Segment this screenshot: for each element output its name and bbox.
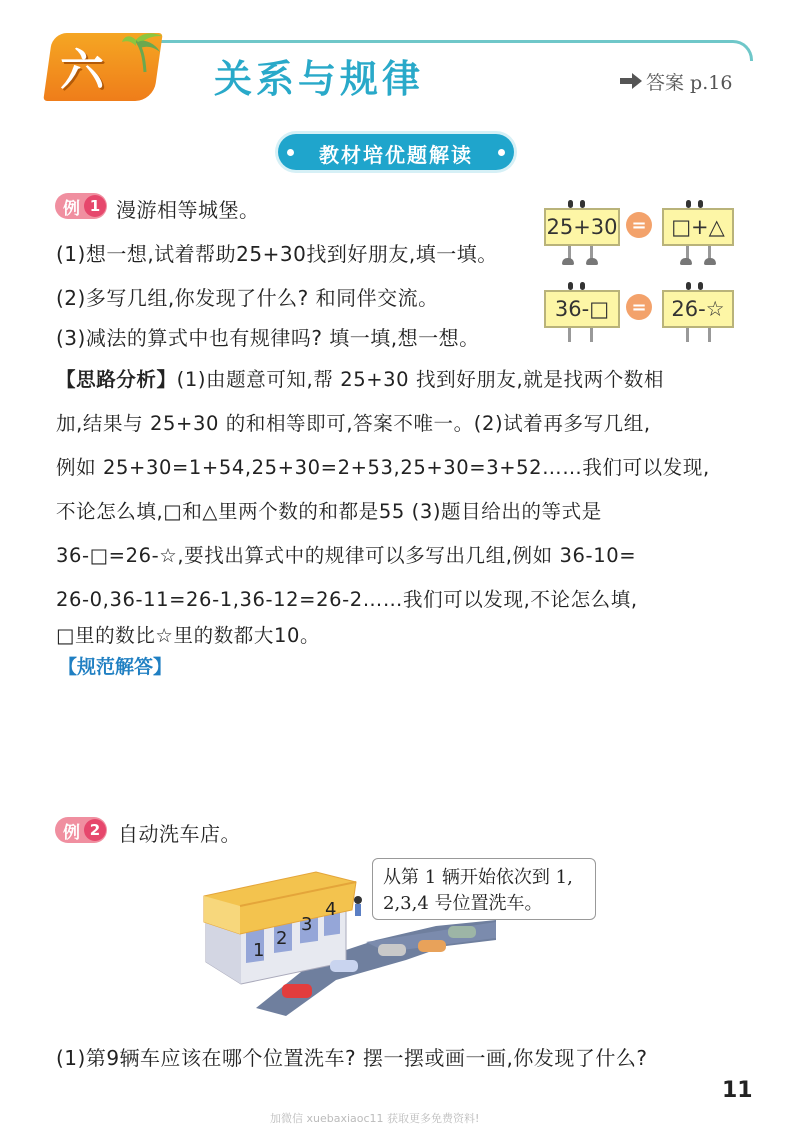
analysis-text: (1)由题意可知,帮 25+30 找到好朋友,就是找两个数相 bbox=[176, 368, 664, 391]
bubble-line-2: 2,3,4 号位置洗车。 bbox=[383, 893, 543, 914]
example-badge-label: 例 bbox=[63, 198, 80, 219]
analysis-line-2: 加,结果与 25+30 的和相等即可,答案不唯一。(2)试着再多写几组, bbox=[56, 412, 651, 435]
standard-answer-heading: 【规范解答】 bbox=[58, 656, 173, 678]
equation-card-group-1 bbox=[538, 200, 738, 262]
analysis-line-7: □里的数比☆里的数都大10。 bbox=[56, 624, 321, 647]
example-1-title: 漫游相等城堡。 bbox=[116, 198, 260, 222]
eye-icon bbox=[568, 282, 573, 290]
bay-number-4: 4 bbox=[325, 899, 337, 920]
eye-icon bbox=[686, 200, 691, 208]
example-1-question-2: (2)多写几组,你发现了什么? 和同伴交流。 bbox=[56, 286, 439, 310]
bay-number-1: 1 bbox=[253, 940, 265, 961]
eye-icon bbox=[698, 282, 703, 290]
example-2-question-1: (1)第9辆车应该在哪个位置洗车? 摆一摆或画一画,你发现了什么? bbox=[56, 1046, 648, 1070]
bubble-line-1: 从第 1 辆开始依次到 1, bbox=[383, 867, 573, 888]
example-badge-label: 例 bbox=[63, 822, 80, 843]
page-number: 11 bbox=[722, 1078, 753, 1103]
equation-card-group-2 bbox=[538, 282, 738, 344]
eye-icon bbox=[568, 200, 573, 208]
equation-card-right: 26-☆ bbox=[662, 290, 734, 328]
shoe-icon bbox=[680, 258, 692, 265]
speech-bubble bbox=[372, 858, 596, 920]
analysis-title: 【思路分析】 bbox=[56, 368, 177, 391]
equation-card-left: 36-□ bbox=[544, 290, 620, 328]
example-1-question-1: (1)想一想,试着帮助25+30找到好朋友,填一填。 bbox=[56, 242, 498, 266]
leg bbox=[686, 328, 689, 342]
leg bbox=[708, 328, 711, 342]
equals-sign: = bbox=[626, 294, 652, 320]
eye-icon bbox=[580, 282, 585, 290]
palm-leaf-icon bbox=[122, 28, 168, 74]
shoe-icon bbox=[586, 258, 598, 265]
shoe-icon bbox=[562, 258, 574, 265]
analysis-line-1 bbox=[56, 364, 664, 392]
example-1-question-3: (3)减法的算式中也有规律吗? 填一填,想一想。 bbox=[56, 326, 480, 350]
leg bbox=[590, 328, 593, 342]
equation-card-right: □+△ bbox=[662, 208, 734, 246]
example-1-badge bbox=[55, 193, 107, 219]
eye-icon bbox=[686, 282, 691, 290]
example-badge-number: 1 bbox=[84, 195, 106, 217]
chapter-title: 关系与规律 bbox=[214, 57, 425, 101]
leg bbox=[568, 328, 571, 342]
shoe-icon bbox=[704, 258, 716, 265]
section-banner-text: 教材培优题解读 bbox=[319, 143, 473, 167]
analysis-line-6: 26-0,36-11=26-1,36-12=26-2……我们可以发现,不论怎么填, bbox=[56, 588, 638, 611]
arrow-right-icon bbox=[620, 73, 642, 89]
bay-number-3: 3 bbox=[301, 914, 313, 935]
example-2-badge bbox=[55, 817, 107, 843]
footer-watermark: 加微信 xuebaxiaoc11 获取更多免费资料! bbox=[270, 1112, 480, 1125]
eye-icon bbox=[698, 200, 703, 208]
eye-icon bbox=[580, 200, 585, 208]
analysis-line-3: 例如 25+30=1+54,25+30=2+53,25+30=3+52……我们可以发现, bbox=[56, 456, 710, 479]
example-2-title: 自动洗车店。 bbox=[118, 822, 241, 846]
example-badge-number: 2 bbox=[84, 819, 106, 841]
bay-number-2: 2 bbox=[276, 928, 288, 949]
equation-card-left: 25+30 bbox=[544, 208, 620, 246]
analysis-line-5: 36-□=26-☆,要找出算式中的规律可以多写出几组,例如 36-10= bbox=[56, 544, 637, 567]
chapter-number: 六 bbox=[60, 45, 104, 96]
analysis-line-4: 不论怎么填,□和△里两个数的和都是55 (3)题目给出的等式是 bbox=[56, 500, 602, 523]
equals-sign: = bbox=[626, 212, 652, 238]
answer-reference[interactable]: 答案 p.16 bbox=[646, 72, 733, 94]
